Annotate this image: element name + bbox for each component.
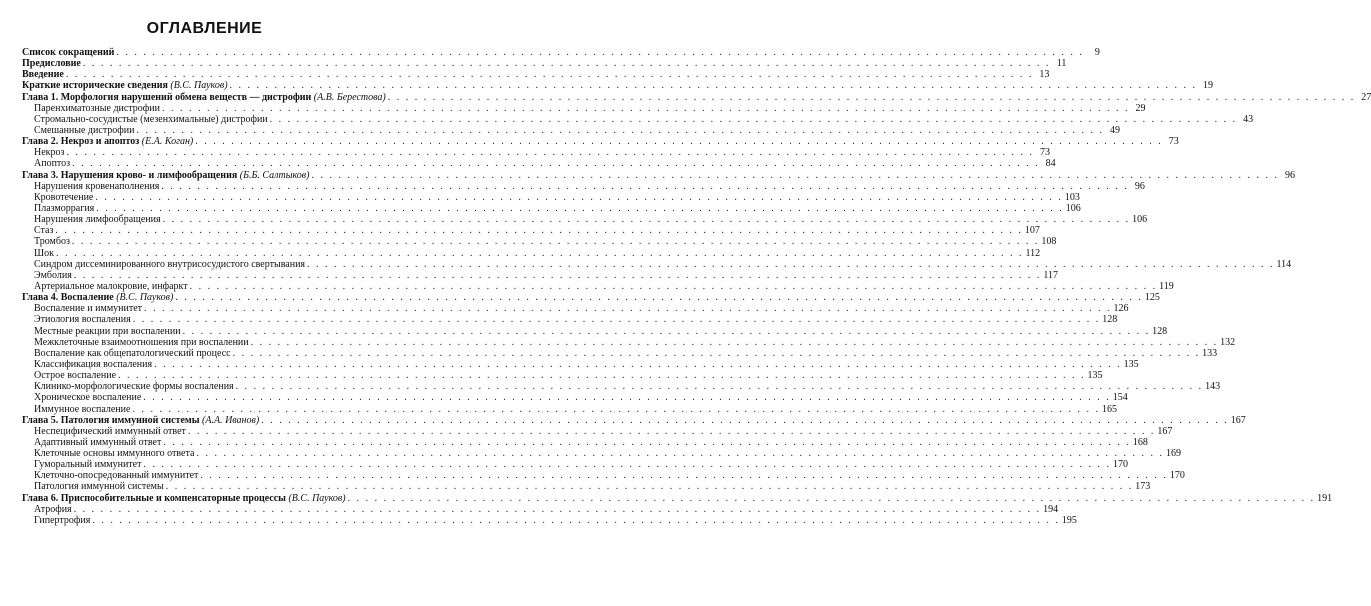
toc-page-number: 13 [1039, 69, 1050, 81]
toc-section-entry[interactable] [22, 269, 1058, 281]
dot-leader [163, 437, 1131, 448]
toc-page-number: 132 [1220, 336, 1236, 348]
dot-leader [233, 348, 1201, 359]
toc-page-number: 49 [1110, 124, 1120, 136]
toc-entry-title [22, 292, 173, 303]
dot-leader [200, 470, 1168, 481]
toc-page-number: 167 [1157, 425, 1173, 437]
toc-entry-text: Клеточно-опосредованный иммунитет [34, 470, 199, 482]
toc-entry-author: (В.С. Пауков) [288, 492, 346, 504]
toc-entry-title [22, 170, 309, 181]
toc-entry-title [22, 69, 64, 80]
dot-leader [95, 192, 1063, 203]
toc-entry-title [34, 504, 72, 515]
toc-page-number: 73 [1039, 147, 1050, 159]
toc-section-entry[interactable] [22, 102, 1146, 114]
toc-entry-title [34, 125, 135, 136]
toc-entry-title [34, 437, 161, 448]
toc-chapter-entry[interactable] [22, 292, 1160, 304]
toc-entry-title [34, 214, 161, 225]
toc-page-number: 170 [1113, 459, 1128, 471]
toc-entry-title [22, 80, 228, 91]
toc-page-number: 191 [1317, 492, 1333, 504]
toc-entry-author: (А.А. Иванов) [202, 414, 260, 426]
toc-entry-text: Нарушения лимфообращения [34, 214, 161, 226]
toc-section-entry[interactable] [22, 258, 1292, 270]
dot-leader [161, 181, 1129, 192]
toc-section-entry[interactable] [22, 448, 1181, 460]
dot-leader [132, 404, 1100, 415]
toc-entry-title [34, 303, 142, 314]
toc-section-entry[interactable] [22, 325, 1168, 337]
dot-leader [307, 259, 1275, 270]
toc-entry-text: Клеточные основы иммунного ответа [34, 448, 195, 460]
toc-entry-text: Глава 6. Приспособительные и компенсаторные процессы [22, 492, 286, 504]
dot-leader [388, 92, 1356, 103]
toc-section-entry[interactable] [22, 113, 1254, 125]
toc-chapter-entry[interactable] [22, 69, 1050, 81]
toc-chapter-entry[interactable] [22, 80, 1214, 92]
toc-page-number: 117 [1043, 269, 1058, 281]
toc-entry-text: Тромбоз [34, 236, 70, 248]
toc-entry-text: Паренхиматозные дистрофии [34, 102, 160, 114]
table-of-contents [22, 47, 1371, 526]
toc-entry-text: Глава 3. Нарушения крово- и лимфообращения [22, 169, 238, 181]
toc-entry-title [34, 248, 54, 259]
toc-entry-text: Предисловие [22, 58, 81, 70]
dot-leader [188, 426, 1156, 437]
dot-leader [137, 125, 1105, 136]
toc-section-entry[interactable] [22, 358, 1139, 370]
toc-section-entry[interactable] [22, 503, 1059, 515]
toc-entry-title [34, 225, 53, 236]
toc-section-entry[interactable] [22, 280, 1174, 292]
toc-entry-text: Плазморрагия [34, 202, 95, 214]
toc-chapter-entry[interactable] [22, 58, 1067, 70]
toc-page-number: 29 [1135, 102, 1146, 114]
dot-leader [196, 448, 1164, 459]
toc-page-number: 135 [1123, 358, 1139, 370]
toc-entry-author: (В.С. Пауков) [116, 292, 174, 304]
toc-entry-text: Атрофия [34, 503, 72, 515]
toc-entry-title [22, 415, 259, 426]
dot-leader [270, 114, 1238, 125]
toc-entry-text: Глава 2. Некроз и апоптоз [22, 136, 140, 148]
dot-leader [66, 147, 1034, 158]
dot-leader [72, 158, 1040, 169]
toc-page-number: 167 [1230, 414, 1246, 426]
toc-chapter-entry[interactable] [22, 47, 1100, 58]
toc-entry-title [34, 114, 268, 125]
toc-section-entry[interactable] [22, 158, 1056, 170]
toc-entry-text: Неспецифический иммунный ответ [34, 425, 186, 437]
toc-section-entry[interactable] [22, 514, 1077, 526]
dot-leader [166, 481, 1134, 492]
toc-entry-text: Краткие исторические сведения [22, 80, 168, 92]
toc-entry-text: Глава 5. Патология иммунной системы [22, 414, 200, 426]
dot-leader [230, 80, 1198, 91]
page-title: ОГЛАВЛЕНИЕ [146, 20, 263, 37]
toc-section-entry[interactable] [22, 225, 1040, 237]
dot-leader [74, 504, 1042, 515]
toc-section-entry[interactable] [22, 314, 1118, 326]
toc-page-number: 143 [1205, 381, 1221, 393]
toc-section-entry[interactable] [22, 124, 1120, 136]
toc-entry-title [34, 381, 234, 392]
toc-chapter-entry[interactable] [22, 169, 1295, 181]
toc-entry-title [34, 426, 186, 437]
toc-entry-text: Артериальное малокровие, инфаркт [34, 280, 188, 292]
toc-entry-text: Гипертрофия [34, 514, 91, 526]
toc-entry-title [34, 326, 181, 337]
toc-page-number: 96 [1134, 180, 1145, 192]
toc-entry-text: Адаптивный иммунный ответ [34, 436, 162, 448]
toc-section-entry[interactable] [22, 214, 1148, 226]
dot-leader [163, 214, 1131, 225]
dot-leader [144, 303, 1112, 314]
toc-page-number: 195 [1061, 514, 1077, 526]
dot-leader [116, 47, 1084, 58]
toc-entry-text: Апоптоз [34, 158, 71, 170]
toc-entry-text: Местные реакции при воспалении [34, 325, 181, 337]
toc-entry-title [34, 270, 72, 281]
dot-leader [92, 515, 1060, 526]
dot-leader [55, 225, 1023, 236]
toc-entry-title [34, 481, 164, 492]
toc-entry-title [22, 493, 346, 504]
dot-leader [56, 248, 1024, 259]
toc-entry-text: Глава 4. Воспаление [22, 292, 114, 304]
toc-entry-title [34, 203, 94, 214]
toc-entry-text: Патология иммунной системы [34, 481, 164, 493]
toc-entry-title [22, 58, 81, 69]
toc-entry-text: Шок [34, 247, 54, 259]
toc-page-number: 73 [1168, 136, 1179, 148]
toc-section-entry[interactable] [22, 381, 1221, 393]
toc-page-number: 128 [1102, 314, 1118, 326]
toc-page-number: 106 [1065, 202, 1081, 214]
toc-entry-title [34, 181, 159, 192]
toc-page-number: 194 [1043, 503, 1059, 515]
toc-section-entry[interactable] [22, 425, 1173, 437]
toc-entry-title [34, 103, 160, 114]
toc-entry-title [34, 259, 305, 270]
toc-entry-title [34, 314, 131, 325]
dot-leader [261, 415, 1229, 426]
dot-leader [154, 359, 1122, 370]
toc-entry-text: Список сокращений [22, 47, 115, 58]
toc-chapter-entry[interactable] [22, 136, 1179, 148]
toc-page-number: 165 [1101, 403, 1117, 415]
dot-leader [162, 103, 1130, 114]
dot-leader [118, 370, 1086, 381]
toc-page-number: 103 [1064, 191, 1080, 203]
toc-section-entry[interactable] [22, 481, 1151, 493]
toc-section-entry[interactable] [22, 436, 1148, 448]
dot-leader [175, 292, 1143, 303]
toc-entry-text: Глава 1. Морфология нарушений обмена веществ — дистрофии [22, 91, 312, 103]
toc-section-entry[interactable] [22, 303, 1129, 315]
toc-entry-text: Клинико-морфологические формы воспаления [34, 381, 234, 393]
toc-entry-text: Эмболия [34, 269, 72, 281]
toc-entry-title [34, 404, 130, 415]
toc-entry-author: (Е.А. Коган) [141, 136, 194, 148]
toc-entry-text: Гуморальный иммунитет [34, 459, 142, 471]
toc-entry-title [22, 92, 386, 103]
toc-section-entry[interactable] [22, 370, 1103, 382]
toc-entry-title [34, 392, 141, 403]
toc-entry-text: Введение [22, 69, 64, 81]
toc-entry-title [34, 348, 231, 359]
dot-leader [74, 270, 1042, 281]
toc-entry-title [34, 147, 64, 158]
toc-page-number: 84 [1045, 158, 1056, 170]
dot-leader [144, 459, 1112, 470]
toc-chapter-entry[interactable] [22, 492, 1333, 504]
toc-section-entry[interactable] [22, 470, 1185, 482]
toc-entry-title [34, 359, 152, 370]
toc-entry-text: Острое воспаление [34, 370, 117, 382]
toc-entry-title [34, 470, 198, 481]
toc-page-number: 173 [1135, 481, 1151, 493]
toc-section-entry[interactable] [22, 336, 1236, 348]
toc-page-number: 125 [1144, 292, 1160, 304]
toc-section-entry[interactable] [22, 202, 1081, 214]
toc-entry-text: Межклеточные взаимоотношения при воспалении [34, 336, 249, 348]
toc-entry-author: (А.В. Берестова) [313, 91, 386, 103]
toc-page-number: 119 [1159, 280, 1174, 292]
toc-page-number: 96 [1284, 169, 1295, 181]
dot-leader [251, 337, 1219, 348]
dot-leader [66, 69, 1034, 80]
toc-section-entry[interactable] [22, 247, 1041, 259]
toc-entry-title [34, 448, 194, 459]
toc-section-entry[interactable] [22, 236, 1057, 248]
toc-page-number: 9 [1094, 47, 1100, 58]
toc-section-entry[interactable] [22, 459, 1128, 471]
toc-entry-title [22, 136, 193, 147]
toc-entry-author: (В.С. Пауков) [170, 80, 228, 92]
toc-page-number: 126 [1113, 303, 1129, 315]
toc-section-entry[interactable] [22, 392, 1128, 404]
toc-page-number: 154 [1112, 392, 1128, 404]
toc-entry-title [34, 370, 116, 381]
toc-entry-text: Воспаление как общепатологический процесс [34, 347, 231, 359]
toc-section-entry[interactable] [22, 180, 1145, 192]
dot-leader [143, 392, 1111, 403]
dot-leader [183, 326, 1151, 337]
toc-entry-text: Хроническое воспаление [34, 392, 142, 404]
toc-entry-title [34, 459, 142, 470]
toc-entry-title [34, 337, 249, 348]
toc-entry-title [34, 515, 90, 526]
toc-page-number: 106 [1132, 214, 1148, 226]
toc-entry-text: Стромально-сосудистые (мезенхимальные) дистрофии [34, 113, 268, 125]
toc-entry-text: Нарушения кровенаполнения [34, 180, 160, 192]
toc-page-number: 43 [1243, 113, 1254, 125]
toc-entry-text: Классификация воспаления [34, 358, 153, 370]
dot-leader [195, 136, 1163, 147]
toc-entry-author: (Б.Б. Салтыков) [239, 169, 310, 181]
dot-leader [348, 493, 1316, 504]
toc-page-number: 169 [1165, 448, 1181, 460]
toc-entry-text: Некроз [34, 147, 65, 159]
dot-leader [133, 314, 1101, 325]
toc-page-number: 27 [1361, 91, 1371, 103]
toc-page-number: 112 [1025, 247, 1041, 259]
dot-leader [96, 203, 1064, 214]
toc-section-entry[interactable] [22, 403, 1117, 415]
toc-page-number: 107 [1024, 225, 1040, 237]
toc-page-number: 133 [1202, 347, 1218, 359]
dot-leader [236, 381, 1204, 392]
dot-leader [311, 170, 1279, 181]
toc-entry-text: Этиология воспаления [34, 314, 131, 326]
toc-page-number: 170 [1169, 470, 1185, 482]
toc-entry-text: Кровотечение [34, 191, 94, 203]
toc-entry-text: Стаз [34, 225, 54, 237]
toc-section-entry[interactable] [22, 147, 1050, 159]
toc-page-number: 128 [1152, 325, 1168, 337]
toc-entry-title [34, 158, 70, 169]
toc-entry-title [34, 236, 70, 247]
toc-page-number: 19 [1203, 80, 1214, 92]
toc-entry-text: Синдром диссеминированного внутрисосудистого свертывания [34, 258, 306, 270]
toc-entry-title [34, 281, 188, 292]
toc-chapter-entry[interactable] [22, 91, 1371, 103]
dot-leader [72, 236, 1040, 247]
toc-page-number: 114 [1276, 258, 1292, 270]
dot-leader [83, 58, 1051, 69]
dot-leader [190, 281, 1158, 292]
toc-entry-text: Смешанные дистрофии [34, 124, 135, 136]
toc-section-entry[interactable] [22, 191, 1080, 203]
toc-entry-text: Воспаление и иммунитет [34, 303, 143, 315]
toc-page-number: 11 [1056, 58, 1067, 70]
toc-chapter-entry[interactable] [22, 414, 1246, 426]
toc-page-number: 108 [1041, 236, 1057, 248]
toc-entry-title [22, 47, 114, 58]
toc-entry-text: Иммунное воспаление [34, 403, 131, 415]
toc-section-entry[interactable] [22, 347, 1218, 359]
toc-entry-title [34, 192, 93, 203]
toc-page-number: 135 [1087, 370, 1103, 382]
toc-page-number: 168 [1132, 436, 1148, 448]
